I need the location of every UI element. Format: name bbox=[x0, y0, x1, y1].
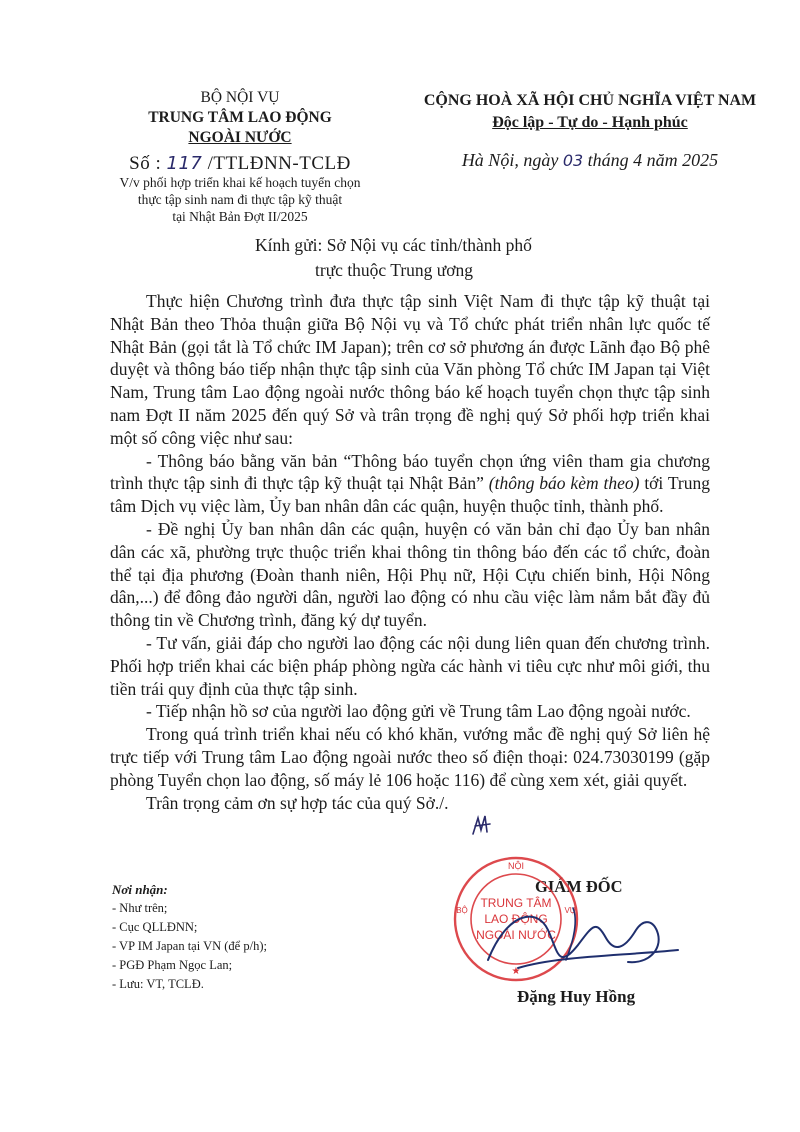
motto-text: Độc lập - Tự do - Hạnh phúc bbox=[492, 114, 688, 131]
document-number-handwritten: 117 bbox=[166, 153, 203, 174]
recipients-item: - PGĐ Phạm Ngọc Lan; bbox=[112, 958, 233, 972]
date-suffix: tháng 4 năm 2025 bbox=[587, 150, 719, 170]
recipient-block bbox=[255, 233, 695, 283]
seal-right-text: VỤ bbox=[564, 906, 576, 915]
paragraph-request: - Đề nghị Ủy ban nhân dân các quận, huyện có văn bản chỉ đạo Ủy ban nhân dân các xã, phường trực thuộc triển khai thông tin thông báo đến các tổ chức, đoàn thể tại địa phương (Đoàn thanh niên, Hội Phụ nữ, Hội Cựu chiến binh, Hội Nông dân,...) để đông đảo người dân, người lao động có nhu cầu việc làm nắm bắt đầy đủ thông tin về Chương trình, đăng ký dự tuyển. bbox=[110, 518, 710, 631]
document-number bbox=[60, 154, 420, 174]
recipient-line2: trực thuộc Trung ương bbox=[315, 260, 474, 280]
recipients-item: - VP IM Japan tại VN (để p/h); bbox=[112, 939, 267, 953]
paragraph-contact: Trong quá trình triển khai nếu có khó khăn, vướng mắc đề nghị quý Sở liên hệ trực tiếp với Trung tâm Lao động ngoài nước theo số điện thoại: 024.73030199 (gặp phòng Tuyển chọn lao động, số máy lẻ 106 hoặc 116) để cùng xem xét, giải quyết. bbox=[110, 724, 710, 790]
recipients-item: - Cục QLLĐNN; bbox=[112, 920, 198, 934]
ministry-name: BỘ NỘI VỤ bbox=[200, 89, 280, 106]
date-prefix: Hà Nội, ngày bbox=[461, 150, 559, 170]
seal-top-text: NỘI bbox=[507, 861, 525, 871]
seal-line3: NGOÀI NƯỚC bbox=[476, 928, 556, 942]
initial-signature-mark bbox=[470, 812, 494, 838]
seal-line1: TRUNG TÂM bbox=[480, 896, 552, 910]
recipients-item: - Lưu: VT, TCLĐ. bbox=[112, 977, 204, 991]
letter-body bbox=[110, 290, 710, 814]
center-name-line2: NGOÀI NƯỚC bbox=[188, 129, 292, 146]
signer-name: Đặng Huy Hồng bbox=[517, 987, 636, 1006]
recipient-line1: Kính gửi: Sở Nội vụ các tỉnh/thành phố bbox=[255, 235, 532, 255]
center-name-line1: TRUNG TÂM LAO ĐỘNG bbox=[148, 109, 332, 126]
handwritten-signature bbox=[478, 890, 688, 980]
paragraph-notice-part1: - Thông báo bằng văn bản “Thông báo tuyển chọn ứng viên tham gia chương trình thực tập sinh đi thực tập kỹ thuật tại Nhật Bản” bbox=[110, 450, 710, 494]
signer-title: GIÁM ĐỐC bbox=[535, 877, 623, 896]
paragraph-thanks: Trân trọng cảm ơn sự hợp tác của quý Sở./. bbox=[146, 792, 449, 813]
paragraph-receive: - Tiếp nhận hồ sơ của người lao động gửi về Trung tâm Lao động ngoài nước. bbox=[146, 701, 691, 722]
recipients-list bbox=[112, 880, 412, 994]
sender-block bbox=[60, 88, 420, 225]
recipients-item: - Như trên; bbox=[112, 901, 168, 915]
paragraph-notice-part2: tới Trung tâm Dịch vụ việc làm, Ủy ban nhân dân các quận, huyện thuộc tỉnh, thành phố. bbox=[110, 473, 710, 517]
document-number-suffix: /TTLĐNN-TCLĐ bbox=[207, 153, 351, 174]
subject-line3: tại Nhật Bản Đợt II/2025 bbox=[172, 209, 308, 224]
paragraph-notice bbox=[110, 450, 710, 518]
motto bbox=[400, 114, 780, 132]
paragraph-advice: - Tư vấn, giải đáp cho người lao động các nội dung liên quan đến chương trình. Phối hợp triển khai các biện pháp phòng ngừa các hành vi tiêu cực như môi giới, thu tiền trái quy định của thực tập sinh. bbox=[110, 632, 710, 699]
paragraph-intro: Thực hiện Chương trình đưa thực tập sinh Việt Nam đi thực tập kỹ thuật tại Nhật Bản theo Thỏa thuận giữa Bộ Nội vụ và Tổ chức phát triển nhân lực quốc tế Nhật Bản (gọi tắt là Tổ chức IM Japan); trên cơ sở phương án được Lãnh đạo Bộ phê duyệt và thông báo tiếp nhận thực tập sinh của Văn phòng Tổ chức IM Japan tại Việt Nam, Trung tâm Lao động ngoài nước thông báo kế hoạch tuyển chọn thực tập sinh nam Đợt II năm 2025 đến quý Sở và trân trọng đề nghị quý Sở phối hợp triển khai một số công việc như sau: bbox=[110, 291, 710, 448]
date-day-handwritten: 03 bbox=[562, 151, 584, 170]
national-header bbox=[400, 92, 780, 171]
subject-line1: V/v phối hợp triển khai kế hoạch tuyển chọn bbox=[119, 175, 361, 190]
document-number-prefix: Số : bbox=[129, 153, 162, 174]
document-date bbox=[400, 150, 780, 171]
paragraph-notice-italic: (thông báo kèm theo) bbox=[488, 473, 640, 494]
seal-star-icon: ★ bbox=[511, 966, 521, 977]
seal-left-text: BỘ bbox=[456, 906, 468, 915]
nation-title: CỘNG HOÀ XÃ HỘI CHỦ NGHĨA VIỆT NAM bbox=[423, 92, 757, 109]
subject-line2: thực tập sinh nam đi thực tập kỹ thuật bbox=[137, 192, 343, 207]
recipients-title: Nơi nhận: bbox=[112, 882, 168, 897]
seal-line2: LAO ĐỘNG bbox=[484, 912, 548, 926]
